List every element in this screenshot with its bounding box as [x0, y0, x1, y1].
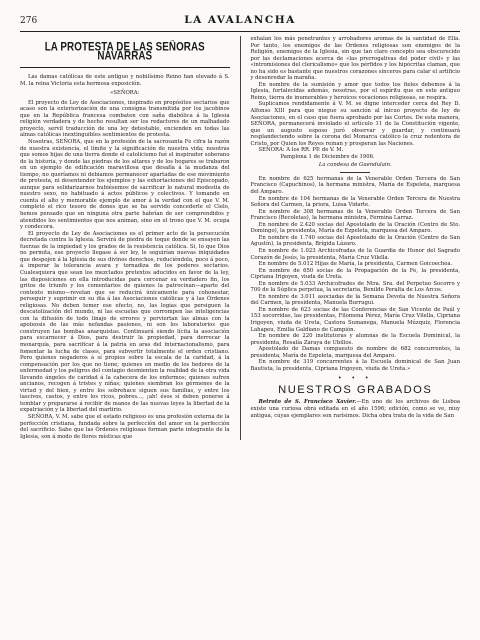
- journal-title: LA AVALANCHA: [184, 14, 296, 26]
- paragraph: SEÑORA: A los RR. PP. de V. M.: [258, 147, 344, 154]
- adhesion-item: En nombre de 104 hermanas de la Venerable Orden Tercera de Nuestra Señora del Carmen, la priora, Luisa Vidarte.: [250, 195, 460, 209]
- adhesion-item: Apostolado de Damas compuesto de nombre de 682 concurrentes, la presidenta, María de Ezpeleta, marquesa del Amparo.: [250, 346, 460, 359]
- adhesion-item: En nombre de 650 socias de la Propagación de la Fe, la presidenta, Cipriana Irigoyen, viuda de Ureta.: [250, 267, 460, 281]
- paragraph: Suplicamos rendidamente á V. M. se digne interceder cerca del Rey D. Alfonso XIII para que niegue su sanción al inicuo proyecto de ley de Asociaciones, en el caso que fuera aprobado por las Cortes. De esta manera, SEÑORA, permanecerá inviolado el artículo 11 de la Constitución vigente, que un augusto esposo juró observar y guardar, y continuará resplandeciendo sobre la corona del Monarca católico la cruz redentora de Cristo, por Quien los Reyes reinan y prosperan las Naciones.: [250, 101, 460, 147]
- date-line: Pamplona 1 de Diciembre de 1906.: [280, 153, 375, 160]
- adhesion-item: En nombre de 5.033 Archicofrades de Ntra. Sra. del Perpetuo Socorro y 700 de la Súplica perpetua, la secretaria, Benilde Peralta de Los Arcos.: [250, 280, 460, 294]
- columns: [20, 36, 460, 440]
- section-title: NUESTROS GRABADOS: [278, 383, 433, 396]
- adhesion-item: En nombre de 1.740 socias del Apostolado de la Oración (Centro de San Agustín), la presidenta, Brígida Lázaro.: [250, 234, 460, 248]
- adhesion-item: En nombre de 1.023 Archicofradas de la Guardia de Honor del Sagrado Corazón de Jesús, la presidenta, María Cruz Vilella.: [250, 247, 460, 261]
- right-column: [250, 36, 460, 440]
- engraving-text: —En uno de los archivos de Lisboa existe una curiosa obra editada en el año 1596; edición, como se ve, muy antigua, cuyas ejemplares son rarísimos. Dicha obra trata de la vida de San: [250, 399, 460, 419]
- engraving-paragraph: [250, 399, 460, 419]
- adhesion-item: En nombre de 2.420 socias del Apostolado de la Oración (Centro de Sto. Domingo), la presidenta, María de Ezpeleta, marquesa del Amparo.: [250, 221, 460, 235]
- paragraph: exhalan los más penetrantes y arrobadores aromas de la santidad de Ella. Por tanto, los enemigos de las Órdenes religiosas son enemigos de la Religión, enemigos de la Iglesia, sin que tan claro concepto sea obscurecido por las declamaciones acerca de «las prerrogativas del poder civil» y las «intromisiones del clericalismo» que los pérfidos y los hipócritas claman, que no ha sido es bastante que nuestros corazones sinceros para calar el artificio y desenredar la maraña.: [250, 36, 460, 82]
- signature: La condesa de Guendulain.: [318, 162, 392, 169]
- adhesion-item: En nombre de 5.012 Hijas de María, la presidenta, Carmen Goicoechea.: [258, 261, 453, 268]
- salutation: «SEÑORA:: [110, 90, 140, 97]
- adhesion-item: En nombre de 623 socias de las Conferencias de San Vicente de Paúl y 153 socorridas, las presidentas, Filomena Pérez, María Cruz Vilella, Cipriana Irigoyen, viuda de Ureta, Castora Sumanega, Manuela Múzquiz, Florencia Lahapeu, Emilia Galdiano de Campión.: [250, 306, 460, 333]
- adhesion-item: En nombre de 625 hermanas de la Venerable Orden Tercera de San Francisco (Capuchinos), la hermana ministra, María de Espeleta, marquesa del Amparo.: [250, 175, 460, 196]
- article-intro: Las damas católicas de este antiguo y nobilísimo Reino han elevado á S. M. la reina Victoria esta hermosa exposición.: [20, 74, 230, 87]
- left-column: [20, 36, 230, 440]
- adhesion-item: En nombre de 3.011 asociadas de la Semana Devota de Nuestra Señora del Carmen, la presidenta, Manuela Burrugui.: [250, 293, 460, 307]
- engraving-lead: Retrato de S. Francisco Xavier.: [258, 399, 357, 406]
- paragraph: Nosotras, SEÑORA, que en la profesión de la sacrosanta Fe cifra la razón de nuestra existencia, el límite y la significación de nuestra vida; nosotras que somos hijas de una tierra donde el catolicismo fué el inspirador soberano de la historia, y donde las piedras de los altares y de los hogares se trabaron en un ejemplo de edificación maravillosa que desafía á la mudanza del tiempo, no queríamos ni debíamos permanecer apartadas de ese movimiento de protesta, ni desentender los ejemplos y las exhortaciones del Episcopado, aunque para solidarizarnos hubiésemos de sacrificar lo natural modestia de nuestro sexo, no habituado á actos públicos y colectivos. Y tomando en cuenta el alto y memorable ejemplo de amor á la verdad con el que V. M. completó el rico tesoro de dones que se ha servido concederle el Cielo, hemos pensado que en ninguna otra parte habrían de ser comprendidos y atendidos los sentimientos que nos animan, sino en el trono que V. M. ocupa y condecora.: [20, 139, 230, 231]
- adhesion-item: En nombre de 220 institutoras y alumnas de la Escuela Dominical, la presidenta, Rosalía Zaraya de Ubillos.: [250, 333, 460, 346]
- article-title: LA PROTESTA DE LAS SEÑORAS NAVARRAS: [44, 40, 205, 63]
- header-rule: [20, 31, 460, 32]
- paragraph: El proyecto de Ley de Asociaciones es el primer acto de la persecución decretada contra la Iglesia. Servirá de piedra de toque donde se ensayen las fuerzas de la impiedad y los grados de la resistencia católica. Si, lo que Dios no permita, ese proyecto llegase á ser ley, le seguirían nuevas iniquidades que despojen á la Iglesia de sus divinos derechos, reduciéndola, poco á poco, á imperar la tolerancia avara y tornadiza de los poderes sectarios. Cualesquiera que sean los mezclados pretextos aducidos en favor de la ley, las disposiciones en ella introducidas para cercenar su verdadero fin, los gritos de triunfo y los comentarios de quienes la patrocinan—aparte del contexto mismo—revelan que se reducirá únicamente para cohonestar, perseguir y suprimir en su día á las Asociaciones católicas y á las Órdenes religiosas. No deben temer ese efecto, no, las logias que persiguen la descatolización del mundo, ni las escuelas que corrompen las inteligencias con la difusión de todo linaje de errores y perviertan las almas con la apoteosis de las más nefandas pasiones, ni son los laboratorios que construyen las bombas anarquistas. Continuará siendo lícita la asociación para escarnecer á Dios, para destruir la propiedad, para derrocar la monarquía, para sacrificar á la patria en aras del internacionalismo, para fomentar la lucha de clases, para subvertir totalmente el orden cristiano. Pero quienes negaderos á sí propios sobre la escala de la caridad, á la compensación por los que no tiene; quienes en medio de los hedores de la enfermedad y los peligros del contagio desmienten la realidad de la otra vida llevando ángeles de caridad á la cabecera de los enfermos; quienes sufren ancianos, recogen á tristes y niñas; quienes siembran los gérmenes de la virtud y del bien, y entre los sobrehace siguen sus familias, y entre los lascivos, castos, y entre los ricos, pobres..., ¡ah! ésos sí deben ponerse á temblar y prepararse á recibir de manos de las nuevas leyes la libertad de la expatriación y la libertad del martirio.: [20, 230, 230, 414]
- separator: [340, 172, 370, 173]
- page-number: 276: [20, 16, 38, 26]
- page-header: [20, 14, 460, 28]
- paragraph: El proyecto de Ley de Asociaciones, inspirado en propósitos sectarios que acaso son la exteriorización de una consigna transmitida por los jacobinos que en la República francesa combaten con saña diabólica á la Iglesia religión verdadera y de hecho resultan ser los redactores de un malhadado proyecto, servil traducción de una ley detestable, encienden en todas las almas católicas inextinguibles sentimientos de protesta.: [20, 99, 230, 139]
- column-divider: [240, 36, 241, 440]
- paragraph: SEÑORA, V. M. sabe que el estado religioso es una profesión externa de la perfección cristiana, fundada sobre la perfección del amor en la perfección del sacrificio. Sabe que las Órdenes religiosas forman parte integrante de la Iglesia, son á modo de flores místicas que: [20, 413, 230, 440]
- adhesion-item: En nombre de 319 concurrentes á la Escuela dominical de San Juan Bautista, la presidenta, Cipriana Irigoyen, viuda de Ureta.»: [250, 359, 460, 372]
- paragraph: En nombre de la sumisión y amor que todos los fieles debemos á la Iglesia, fortalecidas además, nosotras, por el espíritu que en este antiguo Reino, tierra de inumerables y heroicos vocaciones religiosas, se respira.: [250, 81, 460, 101]
- title-rule: [20, 67, 230, 68]
- ornament-divider: • • •: [338, 375, 373, 383]
- adhesion-item: En nombre de 308 hermanas de la Venerable Orden Tercera de San Francisco (Recoletas), la hermana ministra, Fermina Larraz.: [250, 208, 460, 222]
